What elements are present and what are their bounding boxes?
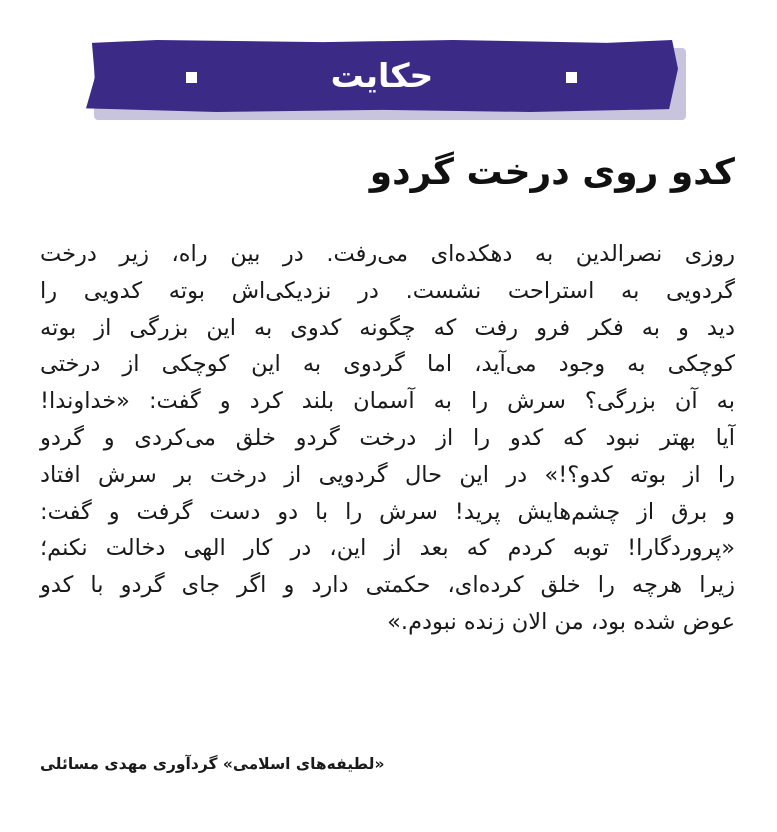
body-line: و برق از چشم‌هایش پرید! سرش را با دو دست گرفت و گفت: (40, 498, 735, 525)
source-credit: «لطیفه‌های اسلامی» گردآوری مهدی مسائلی (40, 755, 385, 773)
body-line: آیا بهتر نبود که کدو را از درخت گردو خلق می‌کردی و گردو (40, 424, 735, 451)
body-line: به آن بزرگی؟ سرش را به آسمان بلند کرد و گفت: «خداوندا! (40, 388, 735, 415)
body-line: دید و به فکر فرو رفت که چگونه کدوی به این بزرگی از بوته (40, 314, 735, 341)
body-line: «پروردگارا! توبه کردم که بعد از این، در کار الهی دخالت نکنم؛ (40, 535, 735, 562)
body-line: را از بوته کدو؟!» در این حال گردویی از درخت بر سرش افتاد (40, 461, 735, 488)
body-line: کوچکی به وجود می‌آید، اما گردوی به این کوچکی از درختی (40, 351, 735, 378)
body-line: گردویی به استراحت نشست. در نزدیکی‌اش بوته کدویی را (40, 277, 735, 304)
body-line: زیرا هرچه را خلق کرده‌ای، حکمتی دارد و اگر جای گردو با کدو (40, 572, 735, 599)
article-body (40, 236, 735, 641)
section-title: حکایت (330, 56, 434, 95)
body-line: عوض شده بود، من الان زنده نبودم.» (387, 608, 735, 635)
article-headline: کدو روی درخت گردو (369, 152, 735, 193)
square-bullet-icon (566, 72, 577, 83)
section-banner (86, 40, 686, 122)
body-line: روزی نصرالدین به دهکده‌ای می‌رفت. در بین راه، زیر درخت (40, 241, 735, 267)
